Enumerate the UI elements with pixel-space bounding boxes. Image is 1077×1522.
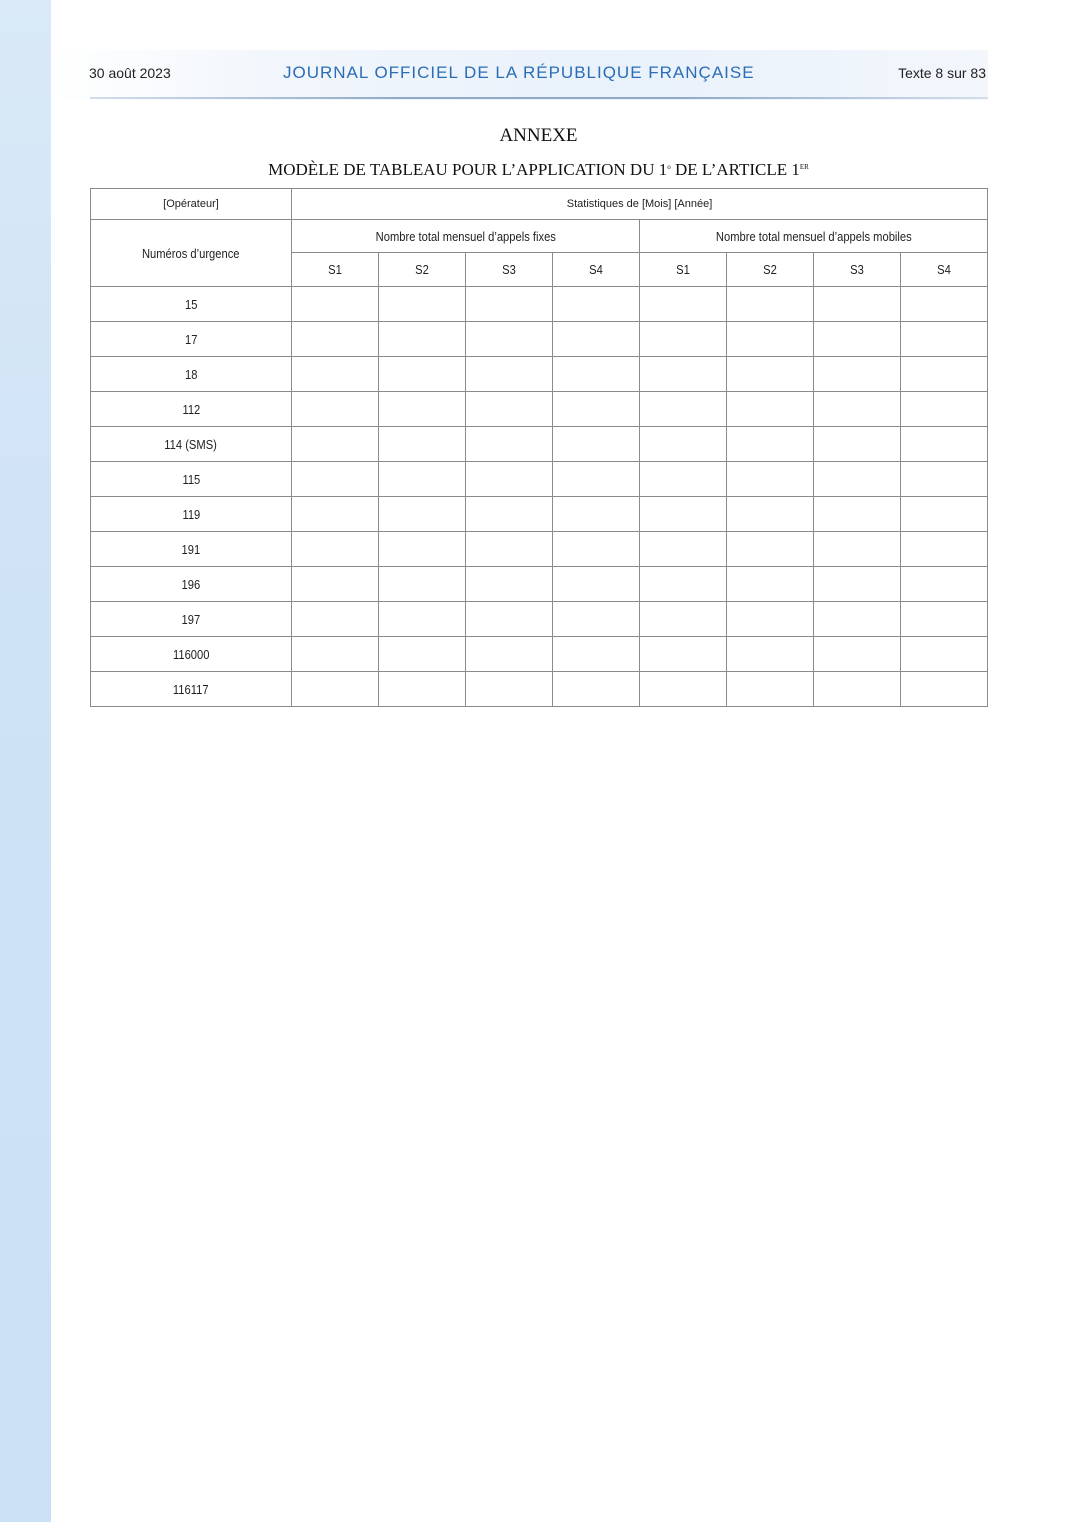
empty-value-cell [901,392,988,427]
empty-value-cell [466,602,553,637]
empty-value-cell [640,602,727,637]
empty-value-cell [379,322,466,357]
empty-value-cell [553,602,640,637]
empty-value-cell [727,322,814,357]
table-row [91,567,988,602]
empty-value-cell [292,427,379,462]
sub-column-header [553,253,640,287]
empty-value-cell [553,357,640,392]
empty-value-cell [814,427,901,462]
empty-value-cell [727,357,814,392]
emergency-number-cell [91,532,292,567]
empty-value-cell [901,427,988,462]
emergency-number-cell [91,462,292,497]
table-heading-sup-1: o [667,163,671,171]
empty-value-cell [379,392,466,427]
empty-value-cell [727,287,814,322]
mobile-calls-group-cell [640,220,988,253]
empty-value-cell [553,462,640,497]
text-counter: Texte 8 sur 83 [898,65,986,81]
empty-value-cell [292,287,379,322]
empty-value-cell [553,672,640,707]
table-row [91,462,988,497]
empty-value-cell [727,497,814,532]
sub-column-label: S2 [763,262,777,277]
fixed-calls-group-cell [292,220,640,253]
sub-column-header [727,253,814,287]
empty-value-cell [292,637,379,672]
table-row [91,322,988,357]
empty-value-cell [901,462,988,497]
empty-value-cell [901,567,988,602]
empty-value-cell [901,602,988,637]
empty-value-cell [640,637,727,672]
mobile-calls-label: Nombre total mensuel d’appels mobiles [715,228,912,244]
empty-value-cell [901,672,988,707]
empty-value-cell [727,462,814,497]
empty-value-cell [727,637,814,672]
emergency-number-cell [91,497,292,532]
empty-value-cell [466,637,553,672]
empty-value-cell [466,287,553,322]
empty-value-cell [292,602,379,637]
empty-value-cell [292,357,379,392]
table-row [91,497,988,532]
table-row [91,637,988,672]
sub-column-label: S2 [415,262,429,277]
emergency-number: 191 [181,541,201,557]
sub-column-header [466,253,553,287]
emergency-number-cell [91,567,292,602]
sub-column-label: S4 [589,262,603,277]
emergency-number-cell [91,602,292,637]
empty-value-cell [466,462,553,497]
emergency-number: 112 [182,401,200,417]
empty-value-cell [553,532,640,567]
sub-column-label: S1 [676,262,690,277]
table-row [91,392,988,427]
emergency-number-cell [91,637,292,672]
emergency-number: 114 (SMS) [164,436,218,452]
empty-value-cell [292,392,379,427]
sub-column-header [901,253,988,287]
empty-value-cell [379,287,466,322]
empty-value-cell [379,567,466,602]
empty-value-cell [379,637,466,672]
empty-value-cell [379,462,466,497]
empty-value-cell [553,637,640,672]
sub-column-label: S3 [502,262,516,277]
table-heading-mid: DE L’ARTICLE 1 [670,160,800,179]
empty-value-cell [379,602,466,637]
empty-value-cell [379,357,466,392]
empty-value-cell [553,392,640,427]
empty-value-cell [466,672,553,707]
empty-value-cell [814,637,901,672]
emergency-number: 196 [181,576,201,592]
empty-value-cell [640,287,727,322]
emergency-number: 119 [182,506,200,522]
empty-value-cell [727,532,814,567]
empty-value-cell [727,567,814,602]
empty-value-cell [553,287,640,322]
journal-title: JOURNAL OFFICIEL DE LA RÉPUBLIQUE FRANÇAISE [283,63,755,82]
empty-value-cell [727,672,814,707]
empty-value-cell [292,532,379,567]
numbers-header-cell [91,220,292,287]
empty-value-cell [292,462,379,497]
table-heading-main: MODÈLE DE TABLEAU POUR L’APPLICATION DU 1 [268,160,668,179]
empty-value-cell [466,497,553,532]
empty-value-cell [640,392,727,427]
empty-value-cell [814,602,901,637]
empty-value-cell [640,567,727,602]
empty-value-cell [292,497,379,532]
table-row [91,532,988,567]
empty-value-cell [901,637,988,672]
empty-value-cell [292,322,379,357]
empty-value-cell [901,532,988,567]
empty-value-cell [901,357,988,392]
empty-value-cell [466,427,553,462]
empty-value-cell [727,392,814,427]
stats-header-cell [292,189,988,220]
empty-value-cell [901,287,988,322]
empty-value-cell [640,462,727,497]
empty-value-cell [901,497,988,532]
empty-value-cell [640,322,727,357]
empty-value-cell [466,532,553,567]
empty-value-cell [814,672,901,707]
emergency-number: 116117 [173,681,209,697]
table-row [91,602,988,637]
emergency-number: 17 [184,331,198,347]
empty-value-cell [379,427,466,462]
emergency-number: 115 [182,471,200,487]
empty-value-cell [379,532,466,567]
sub-column-header [379,253,466,287]
emergency-number-cell [91,672,292,707]
empty-value-cell [640,427,727,462]
empty-value-cell [640,497,727,532]
empty-value-cell [553,567,640,602]
statistics-table [90,188,988,707]
empty-value-cell [814,287,901,322]
emergency-number: 116000 [172,646,210,662]
empty-value-cell [466,567,553,602]
emergency-number-cell [91,392,292,427]
empty-value-cell [379,672,466,707]
empty-value-cell [727,427,814,462]
emergency-number-cell [91,427,292,462]
empty-value-cell [727,602,814,637]
table-row [91,672,988,707]
operator-header-cell [91,189,292,220]
empty-value-cell [553,322,640,357]
empty-value-cell [466,322,553,357]
empty-value-cell [466,357,553,392]
annexe-heading: ANNEXE [499,125,578,146]
stats-period-label: Statistiques de [Mois] [Année] [566,198,713,210]
sub-column-header [640,253,727,287]
emergency-number: 15 [184,296,198,312]
empty-value-cell [292,567,379,602]
sub-column-label: S3 [850,262,864,277]
empty-value-cell [814,567,901,602]
empty-value-cell [379,497,466,532]
publication-date: 30 août 2023 [89,65,171,81]
emergency-number-cell [91,287,292,322]
emergency-number-cell [91,322,292,357]
numbers-label: Numéros d’urgence [142,245,240,261]
sub-column-label: S4 [937,262,951,277]
empty-value-cell [292,672,379,707]
empty-value-cell [640,357,727,392]
empty-value-cell [814,392,901,427]
sub-column-header [292,253,379,287]
empty-value-cell [814,532,901,567]
empty-value-cell [814,497,901,532]
sub-column-label: S1 [328,262,342,277]
emergency-number-cell [91,357,292,392]
operator-label: [Opérateur] [163,198,219,210]
empty-value-cell [814,322,901,357]
table-body [91,287,988,707]
table-row [91,287,988,322]
emergency-number: 197 [181,611,201,627]
left-margin-band [0,0,51,1522]
table-row [91,357,988,392]
empty-value-cell [553,497,640,532]
empty-value-cell [814,357,901,392]
fixed-calls-label: Nombre total mensuel d’appels fixes [375,228,556,244]
empty-value-cell [640,532,727,567]
empty-value-cell [814,462,901,497]
table-row [91,427,988,462]
table-heading-sup-2: ER [799,163,809,171]
empty-value-cell [553,427,640,462]
empty-value-cell [466,392,553,427]
sub-column-header [814,253,901,287]
emergency-number: 18 [184,366,198,382]
empty-value-cell [901,322,988,357]
empty-value-cell [640,672,727,707]
header-divider [90,97,988,99]
table-heading [0,160,1077,180]
